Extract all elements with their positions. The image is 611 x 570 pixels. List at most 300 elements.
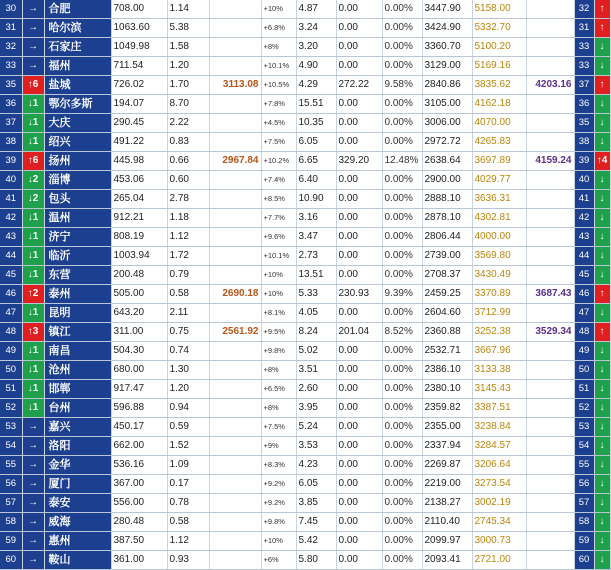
- city-name: 哈尔滨: [44, 19, 111, 38]
- trend-badge: →: [22, 19, 44, 38]
- ratio-cell: 0.60: [167, 171, 209, 190]
- projection-cell: 2745.34: [472, 513, 526, 532]
- rank-cell: 47: [0, 304, 22, 323]
- value-cell: 15.51: [296, 95, 336, 114]
- base-gdp-cell: 2337.94: [422, 437, 472, 456]
- base-gdp-cell: 3105.00: [422, 95, 472, 114]
- increase-pct-cell: 0.00%: [382, 399, 422, 418]
- trend-badge: ↓1: [22, 266, 44, 285]
- base-gdp-cell: 2359.82: [422, 399, 472, 418]
- value-cell: 3.20: [296, 38, 336, 57]
- value-cell: 5.02: [296, 342, 336, 361]
- table-row: [0, 285, 610, 304]
- increase-pct-cell: 9.58%: [382, 76, 422, 95]
- growth-cell: +8.1%: [261, 304, 296, 323]
- population-cell: 708.00: [111, 0, 167, 19]
- trend2-badge: ↓: [594, 551, 610, 570]
- increase-pct-cell: 0.00%: [382, 304, 422, 323]
- ratio-cell: 1.12: [167, 228, 209, 247]
- projection-cell: 3667.96: [472, 342, 526, 361]
- population-cell: 505.00: [111, 285, 167, 304]
- projection-cell: 3145.43: [472, 380, 526, 399]
- ratio-cell: 1.18: [167, 209, 209, 228]
- table-row: [0, 323, 610, 342]
- base-gdp-cell: 2355.00: [422, 418, 472, 437]
- increase-pct-cell: 0.00%: [382, 266, 422, 285]
- increase-cell: 0.00: [336, 171, 382, 190]
- trend-badge: ↓1: [22, 95, 44, 114]
- city-name: 石家庄: [44, 38, 111, 57]
- population-cell: 711.54: [111, 57, 167, 76]
- projection-cell: 5100.20: [472, 38, 526, 57]
- increase-cell: 0.00: [336, 304, 382, 323]
- base-gdp-cell: 2739.00: [422, 247, 472, 266]
- ratio-cell: 0.75: [167, 323, 209, 342]
- value-cell: 3.47: [296, 228, 336, 247]
- alt-projection-cell: [526, 114, 574, 133]
- projection-cell: 3273.54: [472, 475, 526, 494]
- trend2-badge: ↑: [594, 323, 610, 342]
- population-cell: 662.00: [111, 437, 167, 456]
- trend-badge: ↓1: [22, 209, 44, 228]
- increase-pct-cell: 0.00%: [382, 532, 422, 551]
- ratio-cell: 2.22: [167, 114, 209, 133]
- gdp-highlight-cell: 2561.92: [209, 323, 261, 342]
- gdp-highlight-cell: [209, 57, 261, 76]
- increase-pct-cell: 0.00%: [382, 247, 422, 266]
- alt-projection-cell: [526, 266, 574, 285]
- trend2-badge: ↓: [594, 171, 610, 190]
- alt-projection-cell: [526, 190, 574, 209]
- increase-cell: 0.00: [336, 95, 382, 114]
- alt-projection-cell: [526, 551, 574, 570]
- base-gdp-cell: 2459.25: [422, 285, 472, 304]
- projection-cell: 4029.77: [472, 171, 526, 190]
- gdp-highlight-cell: [209, 342, 261, 361]
- trend-badge: ↓1: [22, 304, 44, 323]
- increase-pct-cell: 0.00%: [382, 133, 422, 152]
- gdp-highlight-cell: [209, 133, 261, 152]
- value-cell: 3.51: [296, 361, 336, 380]
- city-name: 包头: [44, 190, 111, 209]
- trend2-badge: ↑: [594, 0, 610, 19]
- base-gdp-cell: 2708.37: [422, 266, 472, 285]
- city-name: 东营: [44, 266, 111, 285]
- base-gdp-cell: 2269.87: [422, 456, 472, 475]
- increase-pct-cell: 0.00%: [382, 38, 422, 57]
- gdp-highlight-cell: [209, 38, 261, 57]
- trend2-badge: ↓: [594, 304, 610, 323]
- growth-cell: +9.2%: [261, 494, 296, 513]
- increase-pct-cell: 0.00%: [382, 114, 422, 133]
- increase-pct-cell: 0.00%: [382, 228, 422, 247]
- increase-cell: 0.00: [336, 0, 382, 19]
- trend2-badge: ↓: [594, 190, 610, 209]
- increase-cell: 0.00: [336, 399, 382, 418]
- ratio-cell: 1.70: [167, 76, 209, 95]
- alt-projection-cell: 3687.43: [526, 285, 574, 304]
- rank2-cell: 38: [574, 133, 594, 152]
- projection-cell: 5332.70: [472, 19, 526, 38]
- trend2-badge: ↓: [594, 266, 610, 285]
- trend-badge: ↓1: [22, 133, 44, 152]
- table-row: [0, 209, 610, 228]
- value-cell: 13.51: [296, 266, 336, 285]
- increase-pct-cell: 12.48%: [382, 152, 422, 171]
- trend-badge: ↑6: [22, 152, 44, 171]
- increase-pct-cell: 0.00%: [382, 380, 422, 399]
- ratio-cell: 2.11: [167, 304, 209, 323]
- increase-pct-cell: 0.00%: [382, 209, 422, 228]
- gdp-highlight-cell: [209, 437, 261, 456]
- alt-projection-cell: [526, 418, 574, 437]
- projection-cell: 2721.00: [472, 551, 526, 570]
- table-row: [0, 95, 610, 114]
- population-cell: 726.02: [111, 76, 167, 95]
- rank-cell: 53: [0, 418, 22, 437]
- alt-projection-cell: [526, 247, 574, 266]
- population-cell: 808.19: [111, 228, 167, 247]
- alt-projection-cell: [526, 456, 574, 475]
- increase-pct-cell: 0.00%: [382, 57, 422, 76]
- rank-cell: 48: [0, 323, 22, 342]
- rank-cell: 56: [0, 475, 22, 494]
- population-cell: 290.45: [111, 114, 167, 133]
- table-row: [0, 532, 610, 551]
- gdp-highlight-cell: [209, 247, 261, 266]
- city-name: 鄂尔多斯: [44, 95, 111, 114]
- increase-cell: 0.00: [336, 266, 382, 285]
- rank2-cell: 33: [574, 38, 594, 57]
- growth-cell: +6.5%: [261, 380, 296, 399]
- increase-cell: 0.00: [336, 456, 382, 475]
- base-gdp-cell: 2099.97: [422, 532, 472, 551]
- rank2-cell: 33: [574, 57, 594, 76]
- table-row: [0, 266, 610, 285]
- gdp-highlight-cell: [209, 171, 261, 190]
- city-name: 大庆: [44, 114, 111, 133]
- table-row: [0, 133, 610, 152]
- trend-badge: ↓1: [22, 247, 44, 266]
- rank2-cell: 53: [574, 418, 594, 437]
- gdp-highlight-cell: [209, 475, 261, 494]
- rank2-cell: 51: [574, 380, 594, 399]
- increase-pct-cell: 0.00%: [382, 171, 422, 190]
- table-row: [0, 513, 610, 532]
- rank2-cell: 48: [574, 323, 594, 342]
- city-name: 福州: [44, 57, 111, 76]
- ratio-cell: 0.17: [167, 475, 209, 494]
- trend-badge: →: [22, 532, 44, 551]
- rank2-cell: 57: [574, 494, 594, 513]
- growth-cell: +9.5%: [261, 323, 296, 342]
- value-cell: 6.05: [296, 133, 336, 152]
- rank-cell: 45: [0, 266, 22, 285]
- gdp-highlight-cell: [209, 532, 261, 551]
- trend-badge: ↑3: [22, 323, 44, 342]
- increase-pct-cell: 0.00%: [382, 0, 422, 19]
- gdp-highlight-cell: [209, 209, 261, 228]
- rank2-cell: 45: [574, 266, 594, 285]
- city-name: 绍兴: [44, 133, 111, 152]
- growth-cell: +6%: [261, 551, 296, 570]
- rank2-cell: 58: [574, 513, 594, 532]
- growth-cell: +10.5%: [261, 76, 296, 95]
- population-cell: 491.22: [111, 133, 167, 152]
- increase-cell: 0.00: [336, 418, 382, 437]
- base-gdp-cell: 3447.90: [422, 0, 472, 19]
- trend-badge: ↓1: [22, 228, 44, 247]
- table-row: [0, 304, 610, 323]
- ratio-cell: 1.72: [167, 247, 209, 266]
- alt-projection-cell: [526, 513, 574, 532]
- increase-pct-cell: 9.39%: [382, 285, 422, 304]
- projection-cell: 4070.00: [472, 114, 526, 133]
- trend2-badge: ↓: [594, 57, 610, 76]
- city-name: 淄博: [44, 171, 111, 190]
- value-cell: 4.23: [296, 456, 336, 475]
- increase-cell: 0.00: [336, 190, 382, 209]
- alt-projection-cell: 3529.34: [526, 323, 574, 342]
- table-row: [0, 437, 610, 456]
- population-cell: 265.04: [111, 190, 167, 209]
- rank2-cell: 32: [574, 0, 594, 19]
- ratio-cell: 0.94: [167, 399, 209, 418]
- table-row: [0, 190, 610, 209]
- growth-cell: +4.5%: [261, 114, 296, 133]
- trend2-badge: ↓: [594, 228, 610, 247]
- rank-cell: 57: [0, 494, 22, 513]
- alt-projection-cell: [526, 133, 574, 152]
- projection-cell: 5158.00: [472, 0, 526, 19]
- increase-pct-cell: 0.00%: [382, 19, 422, 38]
- rank-cell: 58: [0, 513, 22, 532]
- projection-cell: 3697.89: [472, 152, 526, 171]
- population-cell: 194.07: [111, 95, 167, 114]
- population-cell: 1049.98: [111, 38, 167, 57]
- value-cell: 3.16: [296, 209, 336, 228]
- projection-cell: 4302.81: [472, 209, 526, 228]
- growth-cell: +7.8%: [261, 95, 296, 114]
- gdp-highlight-cell: [209, 456, 261, 475]
- trend2-badge: ↑: [594, 76, 610, 95]
- rank-cell: 43: [0, 228, 22, 247]
- increase-cell: 0.00: [336, 513, 382, 532]
- table-row: [0, 418, 610, 437]
- growth-cell: +10%: [261, 266, 296, 285]
- ratio-cell: 1.58: [167, 38, 209, 57]
- ratio-cell: 0.79: [167, 266, 209, 285]
- increase-cell: 0.00: [336, 494, 382, 513]
- trend-badge: ↓2: [22, 190, 44, 209]
- population-cell: 445.98: [111, 152, 167, 171]
- city-name: 惠州: [44, 532, 111, 551]
- projection-cell: 5169.16: [472, 57, 526, 76]
- rank-cell: 39: [0, 152, 22, 171]
- projection-cell: 3430.49: [472, 266, 526, 285]
- value-cell: 2.73: [296, 247, 336, 266]
- base-gdp-cell: 2972.72: [422, 133, 472, 152]
- city-name: 南昌: [44, 342, 111, 361]
- city-name: 嘉兴: [44, 418, 111, 437]
- increase-pct-cell: 0.00%: [382, 418, 422, 437]
- population-cell: 450.17: [111, 418, 167, 437]
- growth-cell: +9%: [261, 437, 296, 456]
- base-gdp-cell: 2532.71: [422, 342, 472, 361]
- rank2-cell: 40: [574, 171, 594, 190]
- increase-cell: 0.00: [336, 209, 382, 228]
- growth-cell: +8.5%: [261, 190, 296, 209]
- population-cell: 912.21: [111, 209, 167, 228]
- growth-cell: +8.3%: [261, 456, 296, 475]
- alt-projection-cell: 4159.24: [526, 152, 574, 171]
- trend-badge: →: [22, 57, 44, 76]
- increase-pct-cell: 0.00%: [382, 456, 422, 475]
- growth-cell: +8%: [261, 361, 296, 380]
- value-cell: 3.24: [296, 19, 336, 38]
- projection-cell: 3712.99: [472, 304, 526, 323]
- gdp-highlight-cell: [209, 0, 261, 19]
- gdp-highlight-cell: [209, 361, 261, 380]
- trend-badge: →: [22, 437, 44, 456]
- rank-cell: 44: [0, 247, 22, 266]
- trend2-badge: ↓: [594, 133, 610, 152]
- rank-cell: 32: [0, 38, 22, 57]
- increase-pct-cell: 0.00%: [382, 513, 422, 532]
- value-cell: 5.33: [296, 285, 336, 304]
- rank-cell: 35: [0, 76, 22, 95]
- growth-cell: +10%: [261, 285, 296, 304]
- gdp-highlight-cell: [209, 228, 261, 247]
- population-cell: 643.20: [111, 304, 167, 323]
- rank2-cell: 36: [574, 95, 594, 114]
- gdp-highlight-cell: [209, 114, 261, 133]
- ratio-cell: 1.20: [167, 57, 209, 76]
- rank2-cell: 47: [574, 304, 594, 323]
- trend-badge: →: [22, 456, 44, 475]
- gdp-highlight-cell: [209, 19, 261, 38]
- trend-badge: ↓1: [22, 342, 44, 361]
- alt-projection-cell: [526, 361, 574, 380]
- table-row: [0, 247, 610, 266]
- base-gdp-cell: 2878.10: [422, 209, 472, 228]
- projection-cell: 3000.73: [472, 532, 526, 551]
- value-cell: 7.45: [296, 513, 336, 532]
- growth-cell: +7.7%: [261, 209, 296, 228]
- projection-cell: 3002.19: [472, 494, 526, 513]
- trend2-badge: ↓: [594, 114, 610, 133]
- population-cell: 680.00: [111, 361, 167, 380]
- table-row: [0, 456, 610, 475]
- city-name: 昆明: [44, 304, 111, 323]
- ratio-cell: 0.58: [167, 285, 209, 304]
- rank2-cell: 56: [574, 475, 594, 494]
- increase-pct-cell: 0.00%: [382, 494, 422, 513]
- city-name: 镇江: [44, 323, 111, 342]
- rank2-cell: 37: [574, 76, 594, 95]
- rank2-cell: 41: [574, 190, 594, 209]
- rank-cell: 59: [0, 532, 22, 551]
- value-cell: 4.29: [296, 76, 336, 95]
- ratio-cell: 0.83: [167, 133, 209, 152]
- trend-badge: →: [22, 0, 44, 19]
- alt-projection-cell: [526, 380, 574, 399]
- base-gdp-cell: 2604.60: [422, 304, 472, 323]
- trend-badge: →: [22, 38, 44, 57]
- trend-badge: ↓2: [22, 171, 44, 190]
- trend-badge: →: [22, 494, 44, 513]
- base-gdp-cell: 2900.00: [422, 171, 472, 190]
- population-cell: 1003.94: [111, 247, 167, 266]
- population-cell: 280.48: [111, 513, 167, 532]
- growth-cell: +6.8%: [261, 19, 296, 38]
- rank-cell: 55: [0, 456, 22, 475]
- base-gdp-cell: 3424.90: [422, 19, 472, 38]
- rank2-cell: 44: [574, 247, 594, 266]
- value-cell: 3.53: [296, 437, 336, 456]
- rank2-cell: 52: [574, 399, 594, 418]
- city-name: 临沂: [44, 247, 111, 266]
- table-row: [0, 152, 610, 171]
- rank-cell: 41: [0, 190, 22, 209]
- projection-cell: 4265.83: [472, 133, 526, 152]
- rank-cell: 37: [0, 114, 22, 133]
- rank-cell: 49: [0, 342, 22, 361]
- rank2-cell: 55: [574, 456, 594, 475]
- increase-cell: 0.00: [336, 532, 382, 551]
- trend-badge: ↑6: [22, 76, 44, 95]
- alt-projection-cell: [526, 228, 574, 247]
- table-row: [0, 114, 610, 133]
- ratio-cell: 1.30: [167, 361, 209, 380]
- trend2-badge: ↓: [594, 532, 610, 551]
- city-name: 合肥: [44, 0, 111, 19]
- alt-projection-cell: [526, 38, 574, 57]
- population-cell: 361.00: [111, 551, 167, 570]
- rank2-cell: 49: [574, 342, 594, 361]
- trend2-badge: ↓: [594, 209, 610, 228]
- base-gdp-cell: 3129.00: [422, 57, 472, 76]
- alt-projection-cell: [526, 304, 574, 323]
- projection-cell: 3133.38: [472, 361, 526, 380]
- city-name: 盐城: [44, 76, 111, 95]
- ratio-cell: 1.14: [167, 0, 209, 19]
- rank-cell: 54: [0, 437, 22, 456]
- population-cell: 1063.60: [111, 19, 167, 38]
- rank2-cell: 39: [574, 152, 594, 171]
- trend2-badge: ↓: [594, 513, 610, 532]
- base-gdp-cell: 3360.70: [422, 38, 472, 57]
- table-row: [0, 342, 610, 361]
- rank-cell: 31: [0, 19, 22, 38]
- gdp-highlight-cell: [209, 95, 261, 114]
- trend2-badge: ↓: [594, 399, 610, 418]
- trend2-badge: ↓: [594, 38, 610, 57]
- projection-cell: 3636.31: [472, 190, 526, 209]
- alt-projection-cell: [526, 475, 574, 494]
- increase-pct-cell: 0.00%: [382, 551, 422, 570]
- city-name: 扬州: [44, 152, 111, 171]
- alt-projection-cell: [526, 494, 574, 513]
- alt-projection-cell: [526, 437, 574, 456]
- table-row: [0, 361, 610, 380]
- ratio-cell: 1.12: [167, 532, 209, 551]
- increase-pct-cell: 0.00%: [382, 190, 422, 209]
- base-gdp-cell: 2888.10: [422, 190, 472, 209]
- gdp-highlight-cell: 3113.08: [209, 76, 261, 95]
- ratio-cell: 8.70: [167, 95, 209, 114]
- increase-cell: 329.20: [336, 152, 382, 171]
